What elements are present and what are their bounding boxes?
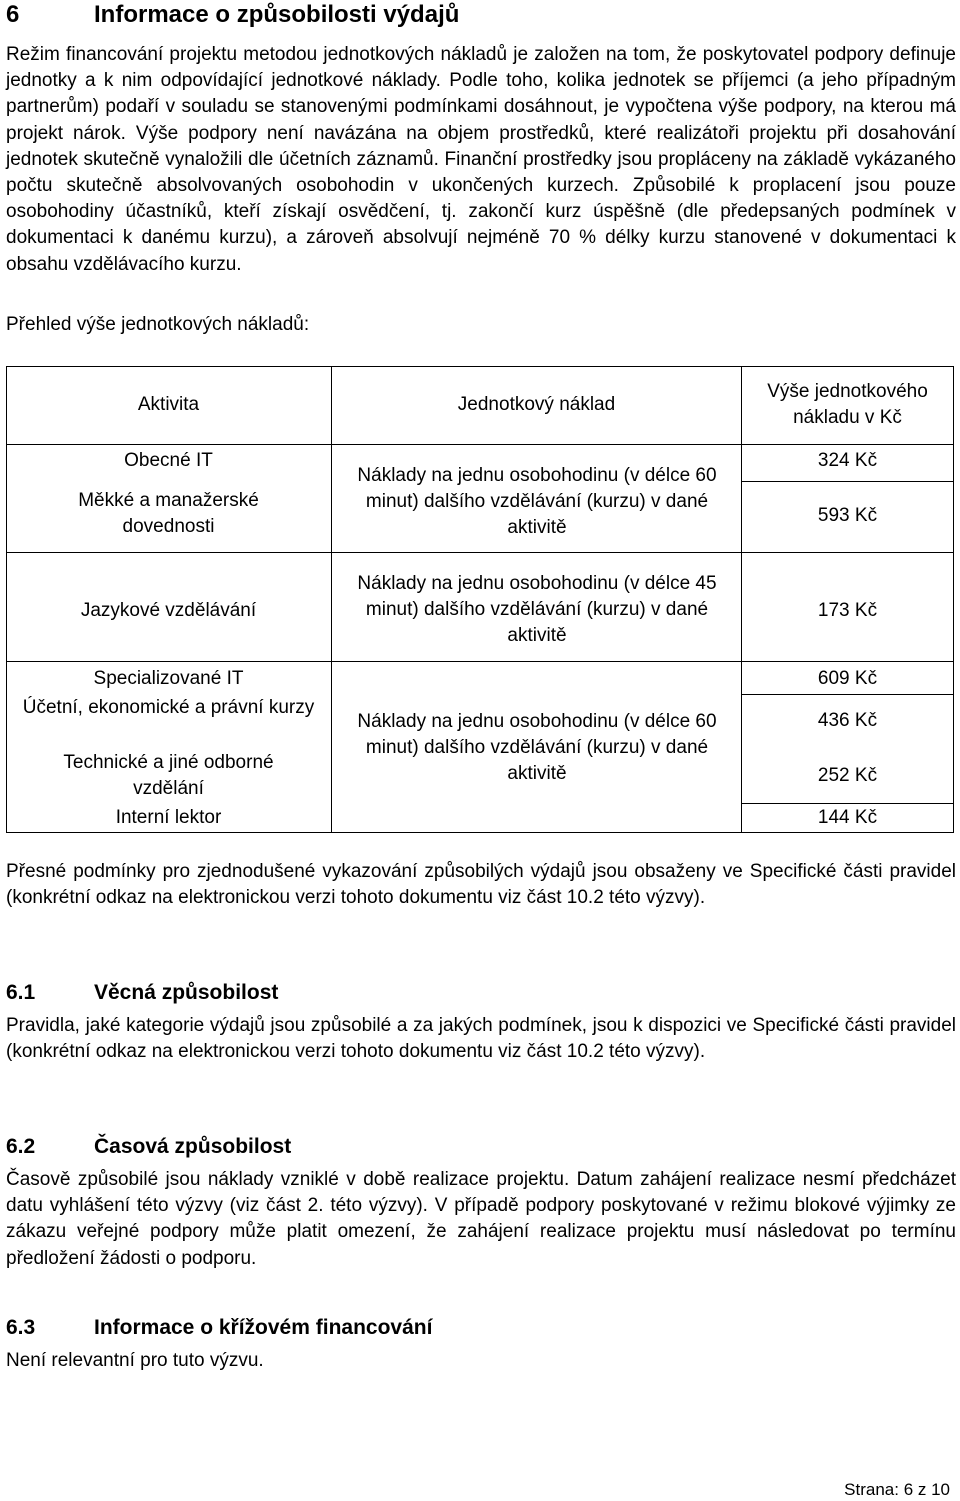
- unit-cost-cell: Náklady na jednu osobohodinu (v délce 60 minut) dalšího vzdělávání (kurzu) v dané aktivitě: [357, 465, 717, 538]
- intro-paragraph: Režim financování projektu metodou jednotkových nákladů je založen na tom, že poskytovatel podpory definuje jednotky a k nim odpovídající jednotkové náklady. Podle toho, kolika jednotek se příjemci (a jeho případným partnerům) podaří v souladu se stanovenými podmínkami dosáhnout, je vypočtena výše podpory, na kterou má projekt nárok. Výše podpory není navázána na objem prostředků, které realizátoři projektu při dosahování jednotek skutečně vynaložili dle účetních záznamů. Finanční prostředky jsou propláceny na základě vykázaného počtu skutečně absolvovaných osobohodin v ukončených kurzech. Způsobilé k proplacení jsou pouze osobohodiny účastníků, kteří získají osvědčení, tj. zakončí kurz úspěšně (dle předepsaných podmínek v dokumentaci k danému kurzu), a zároveň absolvují nejméně 70 % délky kurzu stanovené v dokumentaci k obsahu vzdělávacího kurzu.: [6, 44, 956, 275]
- header-unit-cost: Jednotkový náklad: [457, 394, 616, 415]
- amount-cell: 593 Kč: [817, 505, 878, 526]
- amount-cell: 252 Kč: [817, 765, 878, 786]
- unit-cost-cell: Náklady na jednu osobohodinu (v délce 45 minut) dalšího vzdělávání (kurzu) v dané aktivitě: [357, 573, 717, 646]
- subsection-heading: [6, 1313, 432, 1343]
- subsection-text: Pravidla, jaké kategorie výdajů jsou způsobilé a za jakých podmínek, jsou k dispozici ve Specifické části pravidel (konkrétní odkaz na elektronickou verzi tohoto dokumentu viz část 10.2 této výzvy).: [6, 1015, 956, 1063]
- subsection-heading: [6, 1132, 291, 1162]
- subsection-number: 6.3: [6, 1316, 36, 1339]
- activity-cell: Jazykové vzdělávání: [80, 600, 257, 621]
- activity-cell: Měkké a manažerské dovednosti: [78, 490, 259, 537]
- activity-cell: Technické a jiné odborné vzdělání: [63, 752, 274, 799]
- amount-cell: 324 Kč: [817, 450, 878, 471]
- subsection-text: Není relevantní pro tuto výzvu.: [6, 1350, 264, 1371]
- subsection-number: 6.1: [6, 981, 36, 1004]
- after-table-paragraph: Přesné podmínky pro zjednodušené vykazování způsobilých výdajů jsou obsaženy ve Specifické části pravidel (konkrétní odkaz na elektronickou verzi tohoto dokumentu viz část 10.2 této výzvy).: [6, 861, 956, 909]
- amount-cell: 609 Kč: [817, 668, 878, 689]
- page-number: Strana: 6 z 10: [844, 1480, 950, 1499]
- unit-cost-table: [6, 366, 954, 833]
- subsection-heading: [6, 978, 278, 1008]
- section-title: Informace o způsobilosti výdajů: [94, 1, 460, 28]
- activity-cell: Interní lektor: [115, 807, 222, 828]
- section-number: 6: [6, 1, 20, 28]
- unit-cost-cell: Náklady na jednu osobohodinu (v délce 60 minut) dalšího vzdělávání (kurzu) v dané aktivitě: [357, 711, 717, 784]
- subsection-title: Informace o křížovém financování: [94, 1316, 433, 1339]
- header-amount: Výše jednotkového nákladu v Kč: [767, 381, 928, 428]
- subsection-title: Časová způsobilost: [94, 1135, 292, 1158]
- amount-cell: 173 Kč: [817, 600, 878, 621]
- subsection-title: Věcná způsobilost: [94, 981, 279, 1004]
- activity-cell: Účetní, ekonomické a právní kurzy: [22, 697, 315, 718]
- subsection-text: Časově způsobilé jsou náklady vzniklé v době realizace projektu. Datum zahájení realizace nesmí předcházet datu vyhlášení této výzvy (viz část 2. této výzvy). V případě podpory poskytované v režimu blokové výjimky ze zákazu veřejné podpory může platit omezení, že zahájení realizace projektu musí následovat po termínu předložení žádosti o podporu.: [6, 1169, 956, 1269]
- section-heading: [6, 0, 459, 32]
- subsection-number: 6.2: [6, 1135, 36, 1158]
- overview-label: Přehled výše jednotkových nákladů:: [6, 314, 310, 335]
- header-activity: Aktivita: [137, 394, 200, 415]
- amount-cell: 436 Kč: [817, 710, 878, 731]
- activity-cell: Specializované IT: [93, 668, 244, 689]
- amount-cell: 144 Kč: [817, 807, 878, 828]
- activity-cell: Obecné IT: [124, 450, 213, 471]
